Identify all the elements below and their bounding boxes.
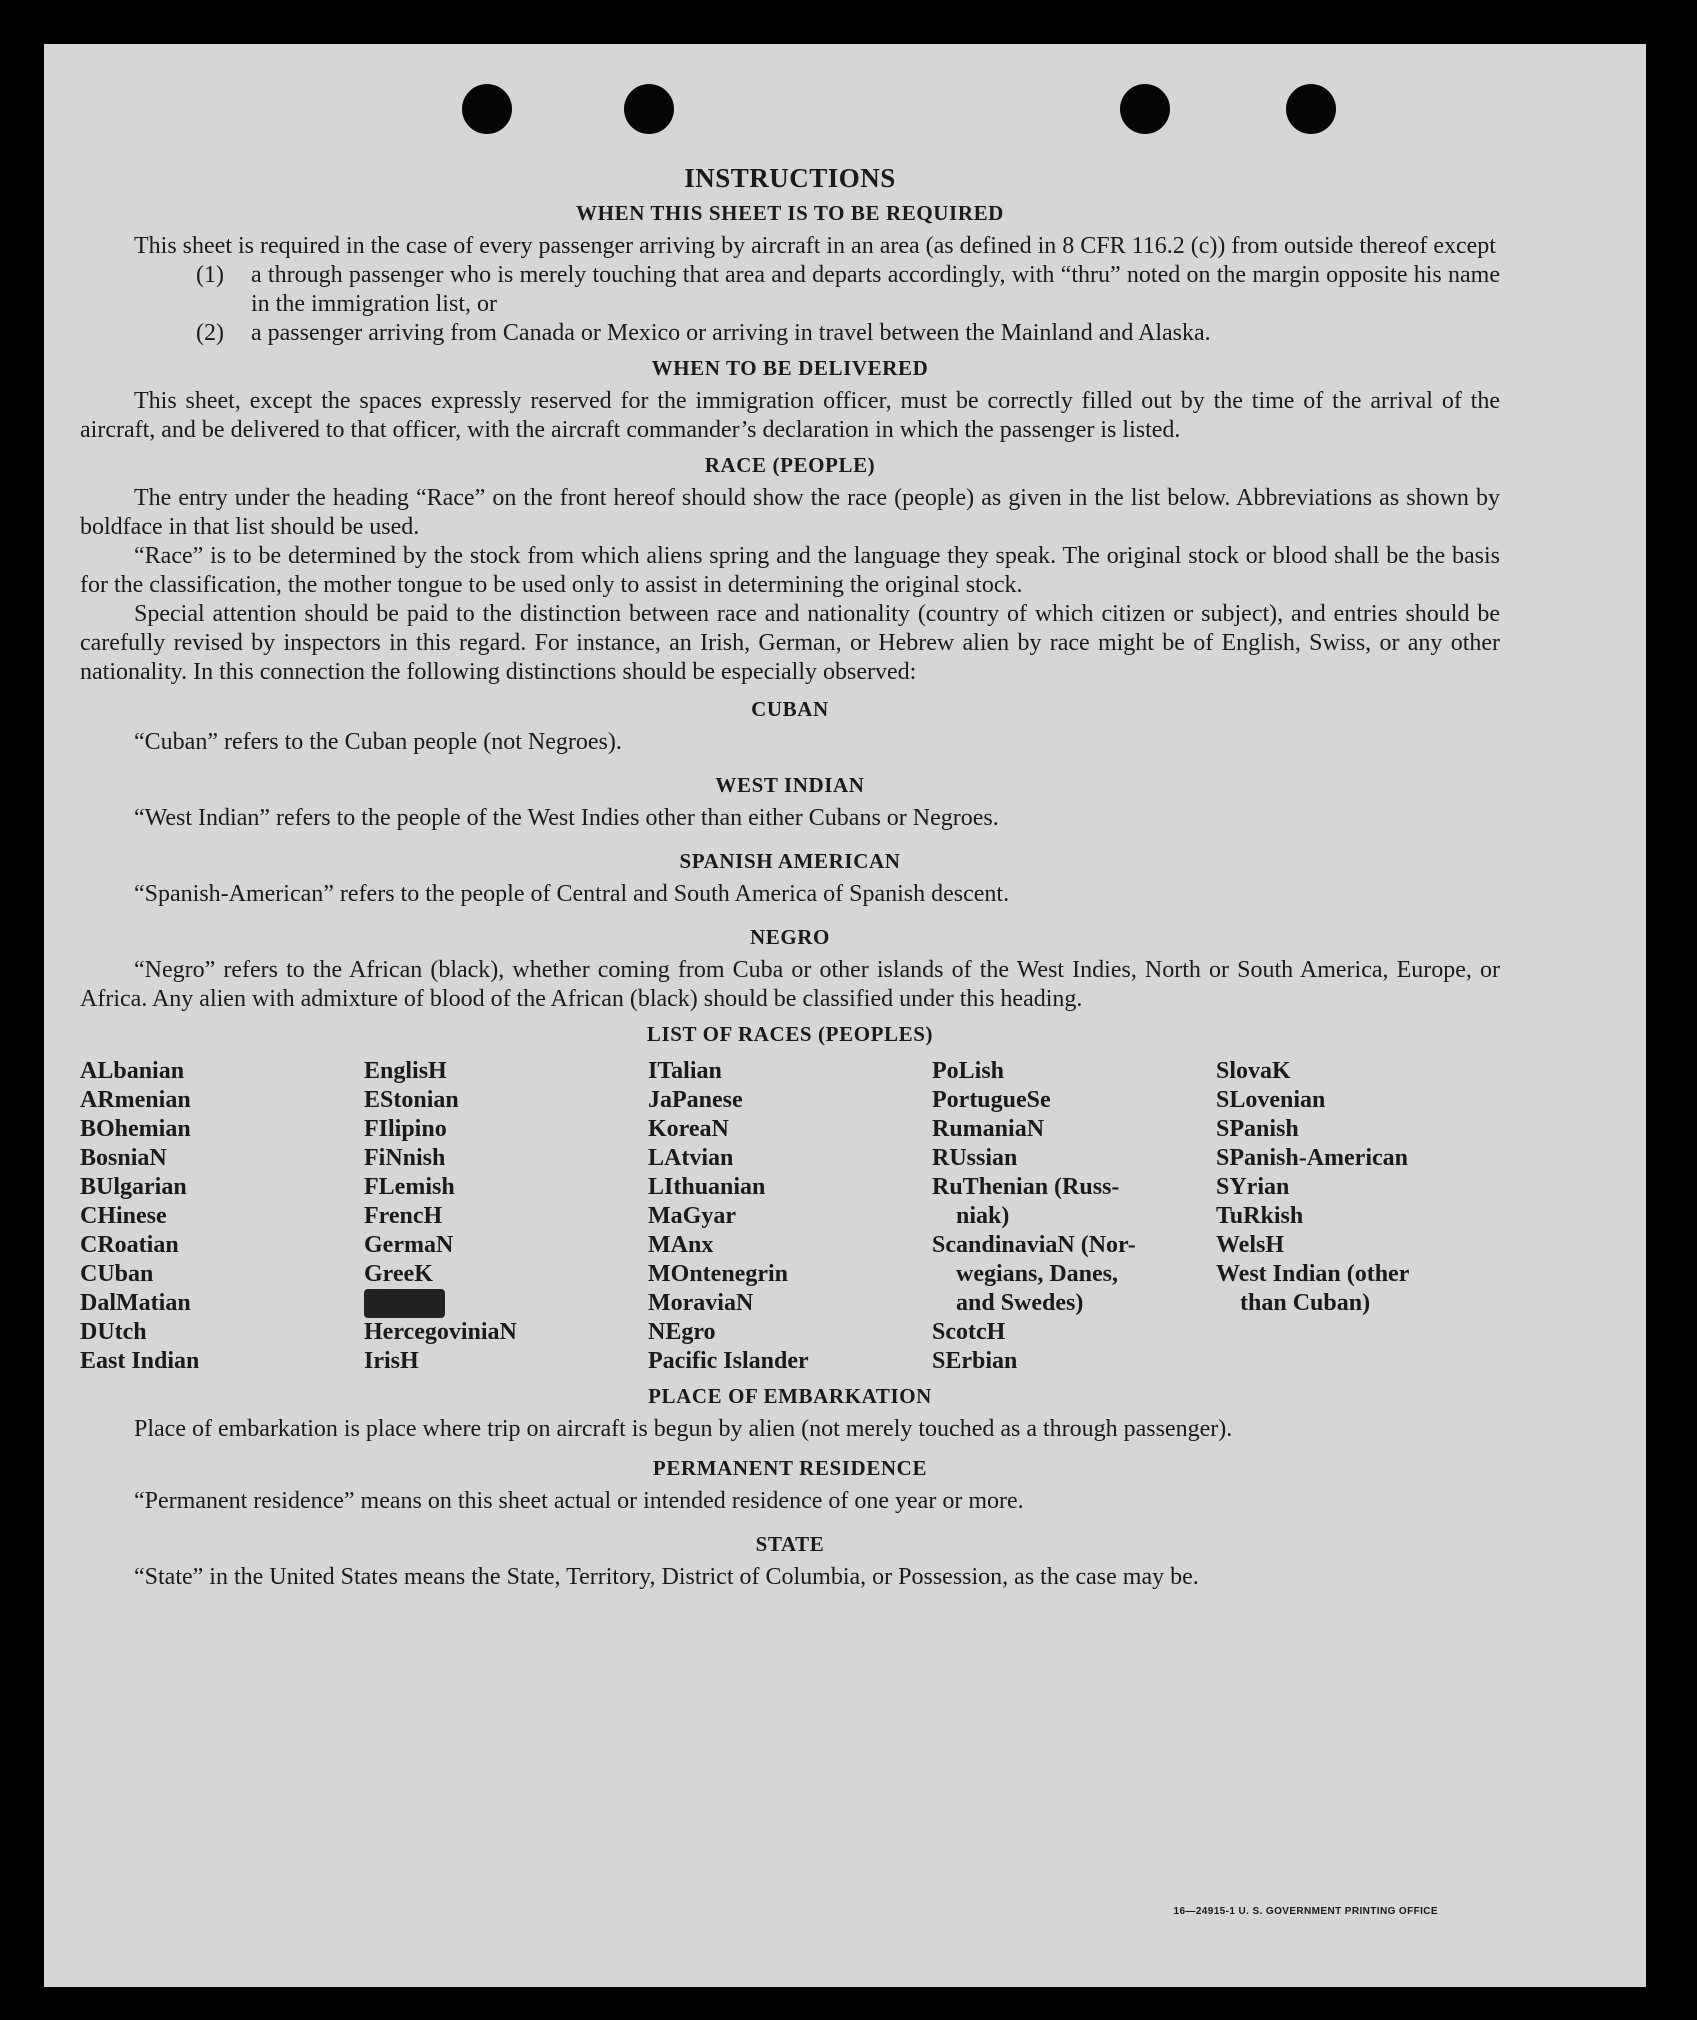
section-heading-cuban: CUBAN (751, 697, 829, 721)
race-item: MaGyar (648, 1203, 736, 1229)
race-item: EStonian (364, 1087, 459, 1113)
race-item: CRoatian (80, 1232, 179, 1258)
state-text: “State” in the United States means the State, Territory, District of Columbia, or Possession, as the case may be. (134, 1564, 1199, 1590)
race-item: BOhemian (80, 1116, 191, 1142)
race-item: RUssian (932, 1145, 1018, 1171)
exception-number: (2) (196, 320, 224, 346)
race-item: TuRkish (1216, 1203, 1304, 1229)
race-item: MAnx (648, 1232, 714, 1258)
race-item: ScotcH (932, 1319, 1006, 1345)
race-item: GreeK (364, 1261, 433, 1287)
section-heading-spanish-american: SPANISH AMERICAN (679, 849, 901, 873)
race-item: FrencH (364, 1203, 443, 1229)
required-text: This sheet is required in the case of every passenger arriving by aircraft in an area (as defined in 8 CFR 116.2 (c)) from outside thereof except (134, 233, 1496, 259)
race-item-struck (364, 1289, 648, 1318)
race-column (648, 1057, 932, 1376)
race-column (1216, 1057, 1500, 1376)
race-item-continued: niak) (956, 1203, 1010, 1229)
race-item: FiNnish (364, 1145, 446, 1171)
punch-hole (462, 84, 512, 134)
race-list (80, 1057, 1500, 1376)
race-item: SYrian (1216, 1174, 1290, 1200)
race-item-continued: and Swedes) (956, 1290, 1084, 1316)
embarkation-text: Place of embarkation is place where trip on aircraft is begun by alien (not merely touched as a through passenger). (134, 1416, 1233, 1442)
race-item: KoreaN (648, 1116, 729, 1142)
exception-item (196, 319, 1500, 348)
race-item: WelsH (1216, 1232, 1285, 1258)
race-item: RuThenian (Russ- (932, 1174, 1120, 1200)
race-item: ARmenian (80, 1087, 191, 1113)
page-title: INSTRUCTIONS (684, 163, 896, 193)
race-item: HercegoviniaN (364, 1319, 517, 1345)
race-item: PoLish (932, 1058, 1005, 1084)
race-item: GermaN (364, 1232, 454, 1258)
race-item: SPanish (1216, 1116, 1299, 1142)
race-item: PortugueSe (932, 1087, 1051, 1113)
race-paragraph: Special attention should be paid to the distinction between race and nationality (country of which citizen or subject), and entries should be carefully revised by inspectors in this regard. For instance, an Irish, German, or Hebrew alien by race might be of English, Swiss, or any other nationality. In this connection the following distinctions should be especially observed: (80, 601, 1500, 685)
race-item: IrisH (364, 1348, 419, 1374)
section-heading-west-indian: WEST INDIAN (715, 773, 865, 797)
punch-hole (1286, 84, 1336, 134)
race-item: RumaniaN (932, 1116, 1045, 1142)
delivered-text: This sheet, except the spaces expressly reserved for the immigration officer, must be correctly filled out by the time of the arrival of the aircraft, and be delivered to that officer, with the aircraft commander’s declaration in which the passenger is listed. (80, 388, 1500, 443)
section-heading-embarkation: PLACE OF EMBARKATION (648, 1384, 932, 1408)
race-item: EnglisH (364, 1058, 447, 1084)
race-item: FLemish (364, 1174, 455, 1200)
exception-text: a passenger arriving from Canada or Mexico or arriving in travel between the Mainland and Alaska. (251, 320, 1211, 346)
race-column (932, 1057, 1216, 1376)
race-item-continued: wegians, Danes, (956, 1261, 1119, 1287)
instructions-content (80, 164, 1500, 1592)
race-item: CUban (80, 1261, 154, 1287)
section-heading-required: WHEN THIS SHEET IS TO BE REQUIRED (576, 201, 1004, 225)
race-item: LAtvian (648, 1145, 734, 1171)
race-item: MOntenegrin (648, 1261, 788, 1287)
race-item: FIlipino (364, 1116, 447, 1142)
printing-office-footer: 16—24915-1 U. S. GOVERNMENT PRINTING OFFICE (1173, 1906, 1438, 1917)
race-item: CHinese (80, 1203, 167, 1229)
race-item: MoraviaN (648, 1290, 754, 1316)
race-item: SPanish-American (1216, 1145, 1408, 1171)
punch-hole (624, 84, 674, 134)
race-item: ALbanian (80, 1058, 185, 1084)
cuban-text: “Cuban” refers to the Cuban people (not Negroes). (134, 729, 622, 755)
redacted-entry: Hebrew (364, 1290, 445, 1316)
race-item: East Indian (80, 1348, 200, 1374)
race-item: ScandinaviaN (Nor- (932, 1232, 1136, 1258)
race-item-continued: than Cuban) (1240, 1290, 1371, 1316)
race-item: Pacific Islander (648, 1348, 809, 1374)
race-item: BosniaN (80, 1145, 167, 1171)
race-item: NEgro (648, 1319, 716, 1345)
exception-text: a through passenger who is merely touching that area and departs accordingly, with “thru” noted on the margin opposite his name in the immigration list, or (251, 262, 1500, 317)
section-heading-list: LIST OF RACES (PEOPLES) (646, 1022, 934, 1046)
spanish-american-text: “Spanish-American” refers to the people of Central and South America of Spanish descent. (134, 881, 1010, 907)
section-heading-negro: NEGRO (749, 925, 830, 949)
race-item: SErbian (932, 1348, 1018, 1374)
exception-number: (1) (196, 262, 224, 288)
race-paragraph: The entry under the heading “Race” on the front hereof should show the race (people) as given in the list below. Abbreviations as shown by boldface in that list should be used. (80, 485, 1500, 540)
section-heading-state: STATE (755, 1532, 825, 1556)
document-sheet (44, 44, 1646, 1987)
race-item: ITalian (648, 1058, 722, 1084)
race-item: SLovenian (1216, 1087, 1326, 1113)
race-item: West Indian (other (1216, 1261, 1410, 1287)
section-heading-residence: PERMANENT RESIDENCE (652, 1456, 928, 1480)
exception-item (196, 261, 1500, 319)
punch-hole (1120, 84, 1170, 134)
race-item: LIthuanian (648, 1174, 766, 1200)
west-indian-text: “West Indian” refers to the people of the West Indies other than either Cubans or Negroes. (134, 805, 999, 831)
residence-text: “Permanent residence” means on this sheet actual or intended residence of one year or more. (134, 1488, 1024, 1514)
race-item: DUtch (80, 1319, 147, 1345)
race-column (80, 1057, 364, 1376)
race-item: JaPanese (648, 1087, 743, 1113)
race-item: BUlgarian (80, 1174, 187, 1200)
negro-text: “Negro” refers to the African (black), whether coming from Cuba or other islands of the West Indies, North or South America, Europe, or Africa. Any alien with admixture of blood of the African (black) should be classified under this heading. (80, 957, 1500, 1012)
race-item: SlovaK (1216, 1058, 1291, 1084)
section-heading-delivered: WHEN TO BE DELIVERED (651, 356, 929, 380)
section-heading-race: RACE (PEOPLE) (704, 453, 876, 477)
race-column (364, 1057, 648, 1376)
race-item: DalMatian (80, 1290, 191, 1316)
race-paragraph: “Race” is to be determined by the stock from which aliens spring and the language they speak. The original stock or blood shall be the basis for the classification, the mother tongue to be used only to assist in determining the original stock. (80, 543, 1500, 598)
